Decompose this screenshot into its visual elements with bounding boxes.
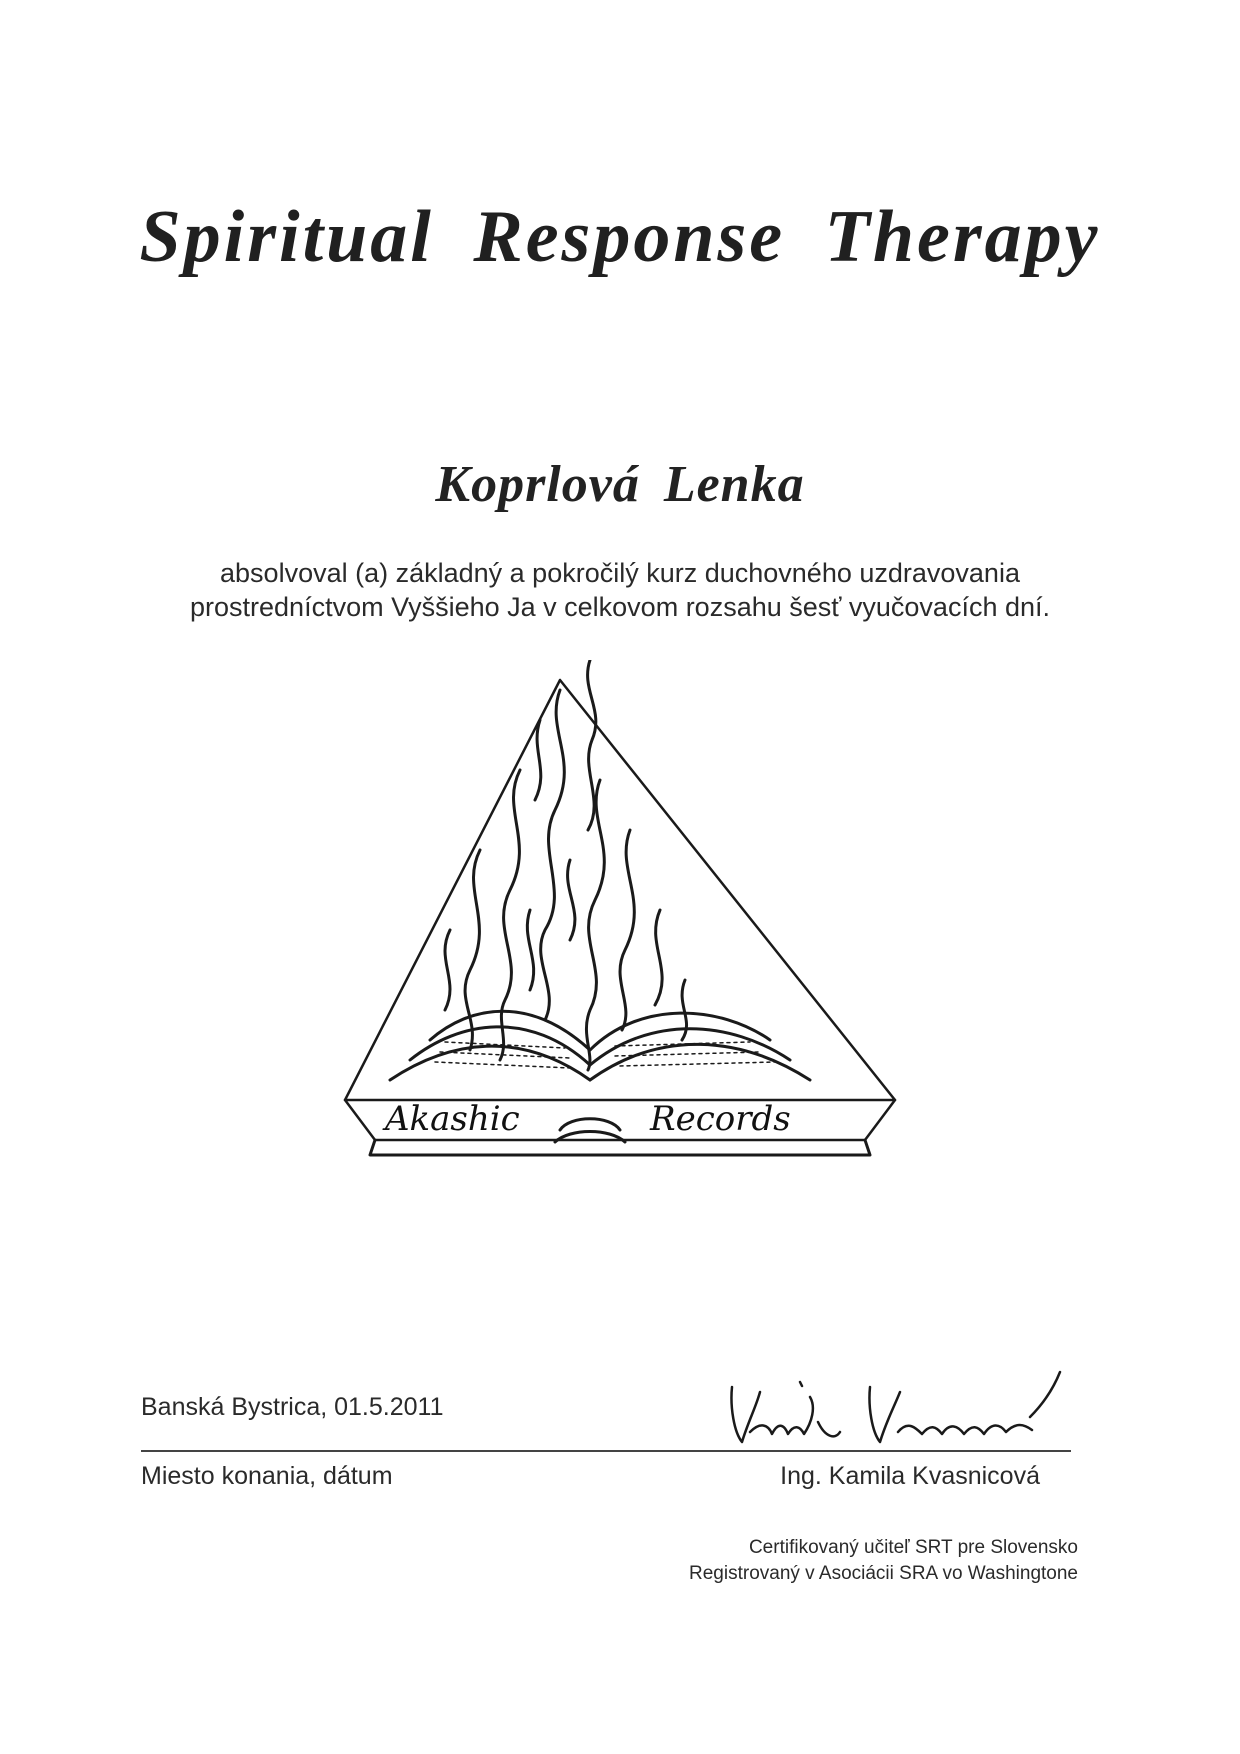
description-line-2: prostredníctvom Vyššieho Ja v celkovom rozsahu šesť vyučovacích dní. [190, 592, 1050, 622]
recipient-name: Koprlová Lenka [435, 456, 805, 513]
signer-credentials [540, 1535, 1078, 1587]
burning-book-icon [330, 660, 910, 1260]
course-description [0, 556, 1240, 624]
logo-text-records: Records [650, 1099, 791, 1139]
logo-text-akashic: Akashic [385, 1099, 520, 1139]
place-and-date-label: Miesto konania, dátum [141, 1462, 393, 1490]
signer-credentials-line-2: Registrovaný v Asociácii SRA vo Washingtone [689, 1563, 1078, 1584]
signature-line [141, 1450, 1071, 1452]
signer-name: Ing. Kamila Kvasnicová [780, 1462, 1040, 1490]
description-line-1: absolvoval (a) základný a pokročilý kurz duchovného uzdravovania [220, 558, 1020, 588]
signature [720, 1362, 1080, 1457]
signer-credentials-line-1: Certifikovaný učiteľ SRT pre Slovensko [748, 1537, 1078, 1558]
certificate-title: Spiritual Response Therapy [139, 196, 1101, 278]
place-and-date: Banská Bystrica, 01.5.2011 [141, 1393, 444, 1421]
